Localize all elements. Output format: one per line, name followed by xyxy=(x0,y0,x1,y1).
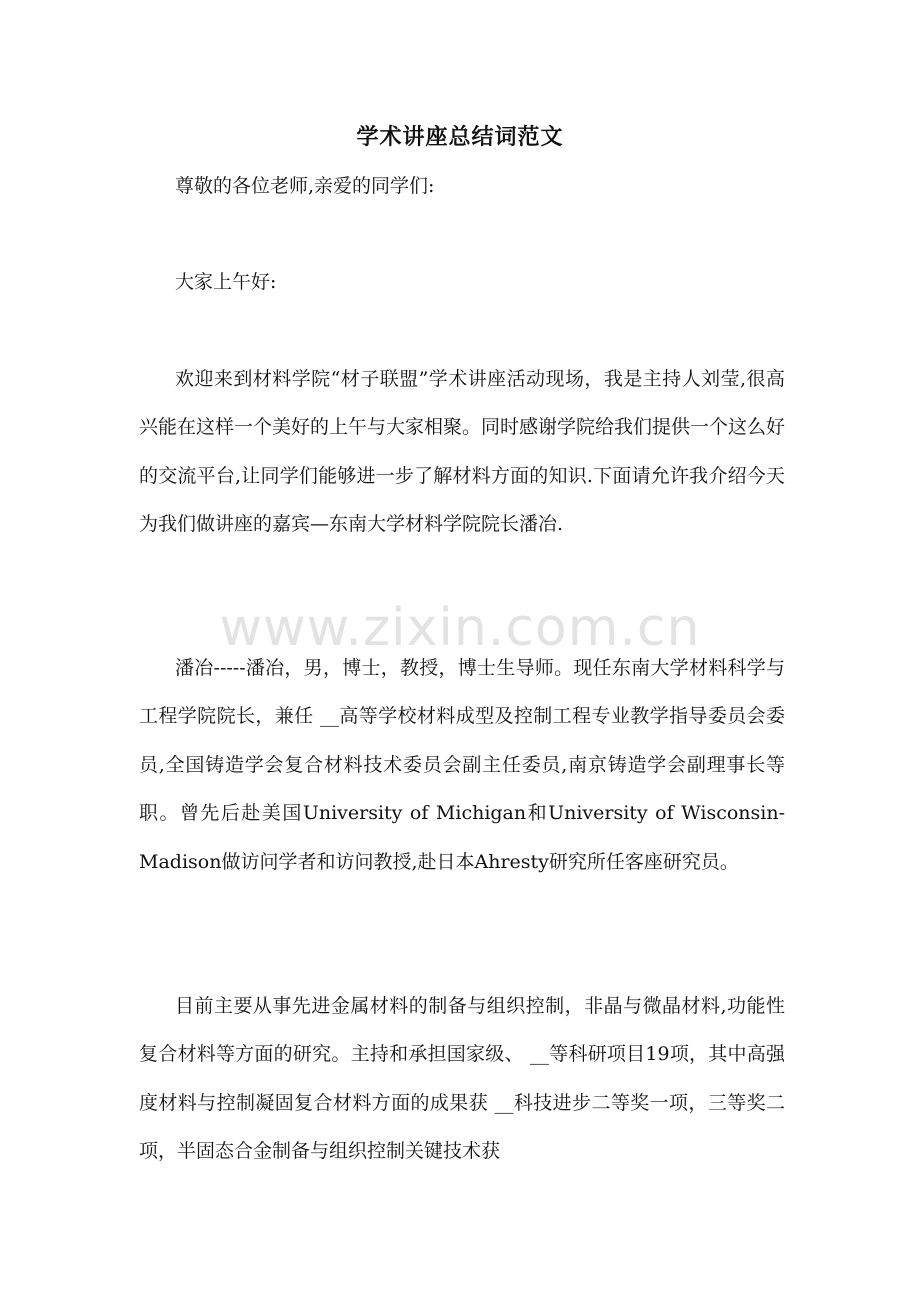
watermark: www.zixin.com.cn xyxy=(219,598,701,658)
greeting: 大家上午好: xyxy=(175,271,277,293)
document-title: 学术讲座总结词范文 xyxy=(356,124,564,150)
paragraph-research: 目前主要从事先进金属材料的制备与组织控制，非晶与微晶材料,功能性复合材料等方面的研究。主持和承担国家级、 __等科研项目19项，其中高强度材料与控制凝固复合材料方面的成果获 __科技进步二等奖一项，三等奖二项，半固态合金制备与组织控制关键技术获 xyxy=(139,995,785,1163)
salutation: 尊敬的各位老师,亲爱的同学们: xyxy=(175,175,435,197)
paragraph-bio: 潘冶-----潘冶，男，博士，教授，博士生导师。现任东南大学材料科学与工程学院院长，兼任 __高等学校材料成型及控制工程专业教学指导委员会委员,全国铸造学会复合材料技术委员会副主任委员,南京铸造学会副理事长等职。曾先后赴美国University of Michigan和University of Wisconsin-Madison做访问学者和访问教授,赴日本Ahresty研究所任客座研究员。 xyxy=(139,657,785,873)
paragraph-intro: 欢迎来到材料学院“材子联盟”学术讲座活动现场，我是主持人刘莹,很高兴能在这样一个美好的上午与大家相聚。同时感谢学院给我们提供一个这么好的交流平台,让同学们能够进一步了解材料方面的知识.下面请允许我介绍今天为我们做讲座的嘉宾—东南大学材料学院院长潘冶. xyxy=(139,368,786,536)
